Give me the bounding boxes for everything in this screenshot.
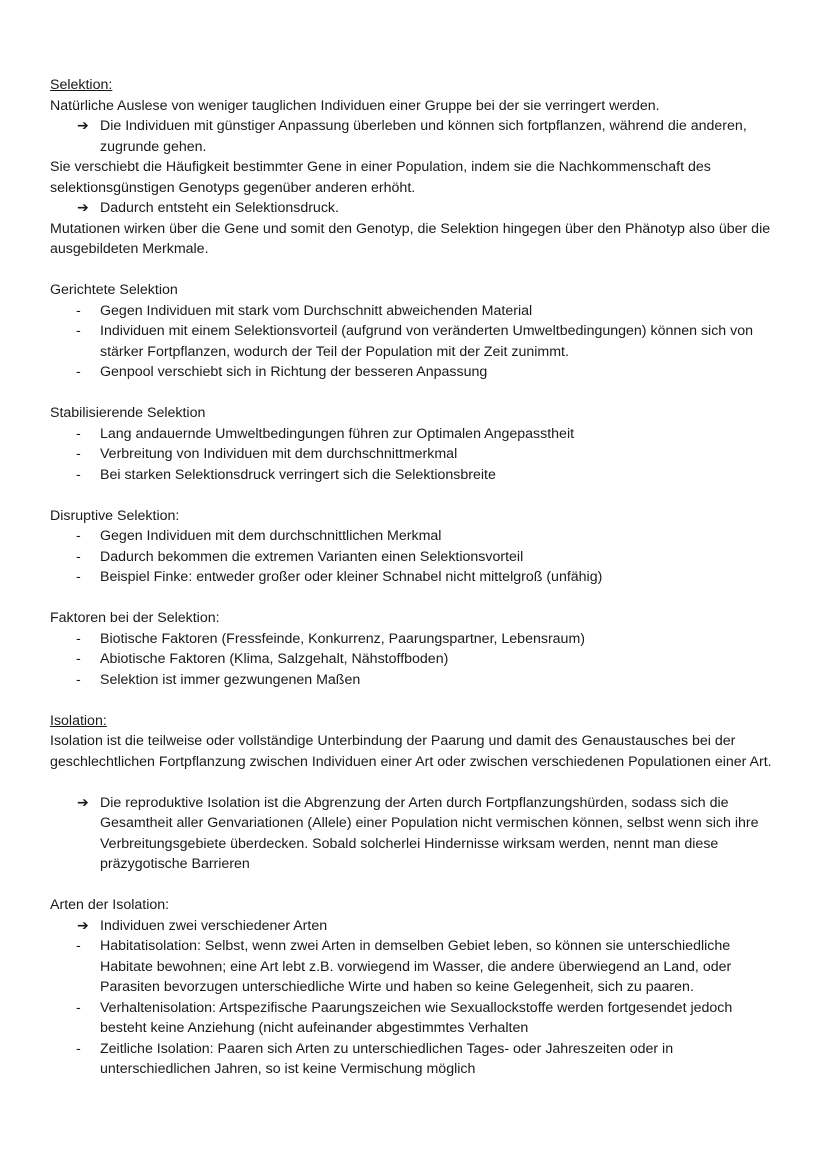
list-item-text: Genpool verschiebt sich in Richtung der besseren Anpassung [100, 364, 488, 380]
dash-bullet: - [76, 569, 81, 585]
dash-bullet: - [76, 548, 81, 565]
dash-bullet: - [76, 1040, 81, 1057]
heading-disruptive-selektion: Disruptive Selektion: [50, 507, 180, 524]
list-item [50, 649, 780, 670]
list-item-text: Selektion ist immer gezwungenen Maßen [100, 671, 361, 688]
spacer [50, 772, 780, 793]
heading-faktoren: Faktoren bei der Selektion: [50, 610, 220, 626]
heading-isolation: Isolation: [50, 712, 107, 729]
dash-bullet: - [76, 651, 81, 667]
heading-stabilisierende-selektion: Stabilisierende Selektion [50, 405, 206, 421]
list-item-text: Bei starken Selektionsdruck verringert sich die Selektionsbreite [100, 466, 496, 483]
arrow-text: Dadurch entsteht ein Selektionsdruck. [100, 200, 339, 216]
list-item-text: Habitatisolation: Selbst, wenn zwei Arten in demselben Gebiet leben, so können sie unterschiedliche Habitate bewohnen; eine Art lebt z.B. vorwiegend im Wasser, die andere überwiegend an Land, oder Parasiten bevorzugen unterschiedliche Wirte und haben so keine Gelegenheit, sich zu paaren. [100, 938, 732, 995]
list-item [50, 444, 780, 465]
arrow-text: Die reproduktive Isolation ist die Abgrenzung der Arten durch Fortpflanzungshürden, sodass sich die Gesamtheit aller Genvariationen (Allele) einer Population nicht vermischen können, selbst wenn sich ihre Verbreitungsgebiete überdecken. Sobald solcherlei Hindernisse wirksam werden, nennt man diese präzygotische Barrieren [100, 794, 759, 872]
dash-bullet: - [76, 323, 81, 339]
arrow-text: Die Individuen mit günstiger Anpassung überleben und können sich fortpflanzen, während die anderen, zugrunde gehen. [100, 118, 747, 155]
dash-bullet: - [76, 446, 81, 462]
heading-arten-der-isolation: Arten der Isolation: [50, 897, 170, 913]
section-gerichtete-selektion [50, 280, 780, 383]
list-item-text: Abiotische Faktoren (Klima, Salzgehalt, Nähstoffboden) [100, 651, 449, 667]
dash-bullet: - [76, 938, 81, 954]
spacer [50, 485, 780, 506]
list-item [50, 998, 780, 1039]
spacer [50, 383, 780, 404]
document-page [50, 75, 780, 1080]
list-item-text: Gegen Individuen mit stark vom Durchschnitt abweichenden Material [100, 302, 533, 319]
arrow-text: Individuen zwei verschiedener Arten [100, 917, 328, 934]
section-faktoren [50, 608, 780, 690]
list-item [50, 547, 780, 568]
arrow-icon: ➔ [77, 794, 89, 811]
list-item [50, 362, 780, 383]
list-item-text: Verhaltenisolation: Artspezifische Paarungszeichen wie Sexuallockstoffe werden fortgesendet jedoch besteht keine Anziehung (nicht aufeinander abgestimmtes Verhalten [100, 999, 733, 1036]
selektion-para-3: Mutationen wirken über die Gene und somit den Genotyp, die Selektion hingegen über den Phänotyp also über die ausgebildeten Merkmale. [50, 220, 771, 257]
heading-gerichtete-selektion: Gerichtete Selektion [50, 282, 178, 298]
list-item [50, 936, 780, 998]
list-item-text: Zeitliche Isolation: Paaren sich Arten zu unterschiedlichen Tages- oder Jahreszeiten oder in unterschiedlichen Jahren, so ist keine Vermischung möglich [100, 1040, 674, 1077]
list-item [50, 424, 780, 445]
section-selektion [50, 75, 780, 260]
arrow-icon: ➔ [77, 917, 89, 934]
list-item-text: Dadurch bekommen die extremen Varianten einen Selektionsvorteil [100, 548, 524, 565]
arrow-icon: ➔ [77, 200, 89, 216]
list-item [50, 526, 780, 547]
list-item-text: Biotische Faktoren (Fressfeinde, Konkurrenz, Paarungspartner, Lebensraum) [100, 630, 585, 647]
list-item [50, 465, 780, 486]
dash-bullet: - [76, 425, 81, 442]
arten-arrow-1 [50, 916, 780, 937]
isolation-arrow-1 [50, 793, 780, 875]
dash-bullet: - [76, 466, 81, 483]
spacer [50, 588, 780, 609]
list-item-text: Gegen Individuen mit dem durchschnittlichen Merkmal [100, 528, 442, 544]
section-arten-der-isolation [50, 895, 780, 1080]
list-item [50, 321, 780, 362]
list-item [50, 670, 780, 691]
isolation-intro: Isolation ist die teilweise oder vollständige Unterbindung der Paarung und damit des Genaustausches bei der geschlechtlichen Fortpflanzung zwischen Individuen einer Art oder zwischen verschiedenen Populationen einer Art. [50, 733, 772, 770]
dash-bullet: - [76, 630, 81, 647]
dash-bullet: - [76, 671, 81, 688]
list-item [50, 301, 780, 322]
dash-bullet: - [76, 528, 81, 544]
selektion-intro: Natürliche Auslese von weniger tauglichen Individuen einer Gruppe bei der sie verringert werden. [50, 97, 660, 114]
selektion-para-2: Sie verschiebt die Häufigkeit bestimmter Gene in einer Population, indem sie die Nachkommenschaft des selektionsgünstigen Genotyps gegenüber anderen erhöht. [50, 159, 711, 196]
dash-bullet: - [76, 302, 81, 319]
spacer [50, 690, 780, 711]
list-item [50, 629, 780, 650]
faktoren-list [50, 629, 780, 691]
section-disruptive-selektion [50, 506, 780, 588]
section-stabilisierende-selektion [50, 403, 780, 485]
stabilisierende-list [50, 424, 780, 486]
list-item-text: Lang andauernde Umweltbedingungen führen zur Optimalen Angepasstheit [100, 425, 575, 442]
selektion-arrow-1 [50, 116, 780, 157]
section-isolation [50, 711, 780, 875]
spacer [50, 875, 780, 896]
list-item-text: Individuen mit einem Selektionsvorteil (aufgrund von veränderten Umweltbedingungen) können sich von stärker Fortpflanzen, wodurch der Teil der Population mit der Zeit zunimmt. [100, 323, 754, 360]
spacer [50, 260, 780, 281]
heading-selektion: Selektion: [50, 77, 113, 93]
list-item [50, 1039, 780, 1080]
disruptive-list [50, 526, 780, 588]
gerichtete-list [50, 301, 780, 383]
list-item-text: Verbreitung von Individuen mit dem durchschnittmerkmal [100, 446, 458, 462]
dash-bullet: - [76, 364, 81, 380]
selektion-arrow-2 [50, 198, 780, 219]
arrow-icon: ➔ [77, 118, 89, 134]
list-item [50, 567, 780, 588]
dash-bullet: - [76, 999, 81, 1016]
list-item-text: Beispiel Finke: entweder großer oder kleiner Schnabel nicht mittelgroß (unfähig) [100, 569, 603, 585]
arten-list [50, 936, 780, 1080]
